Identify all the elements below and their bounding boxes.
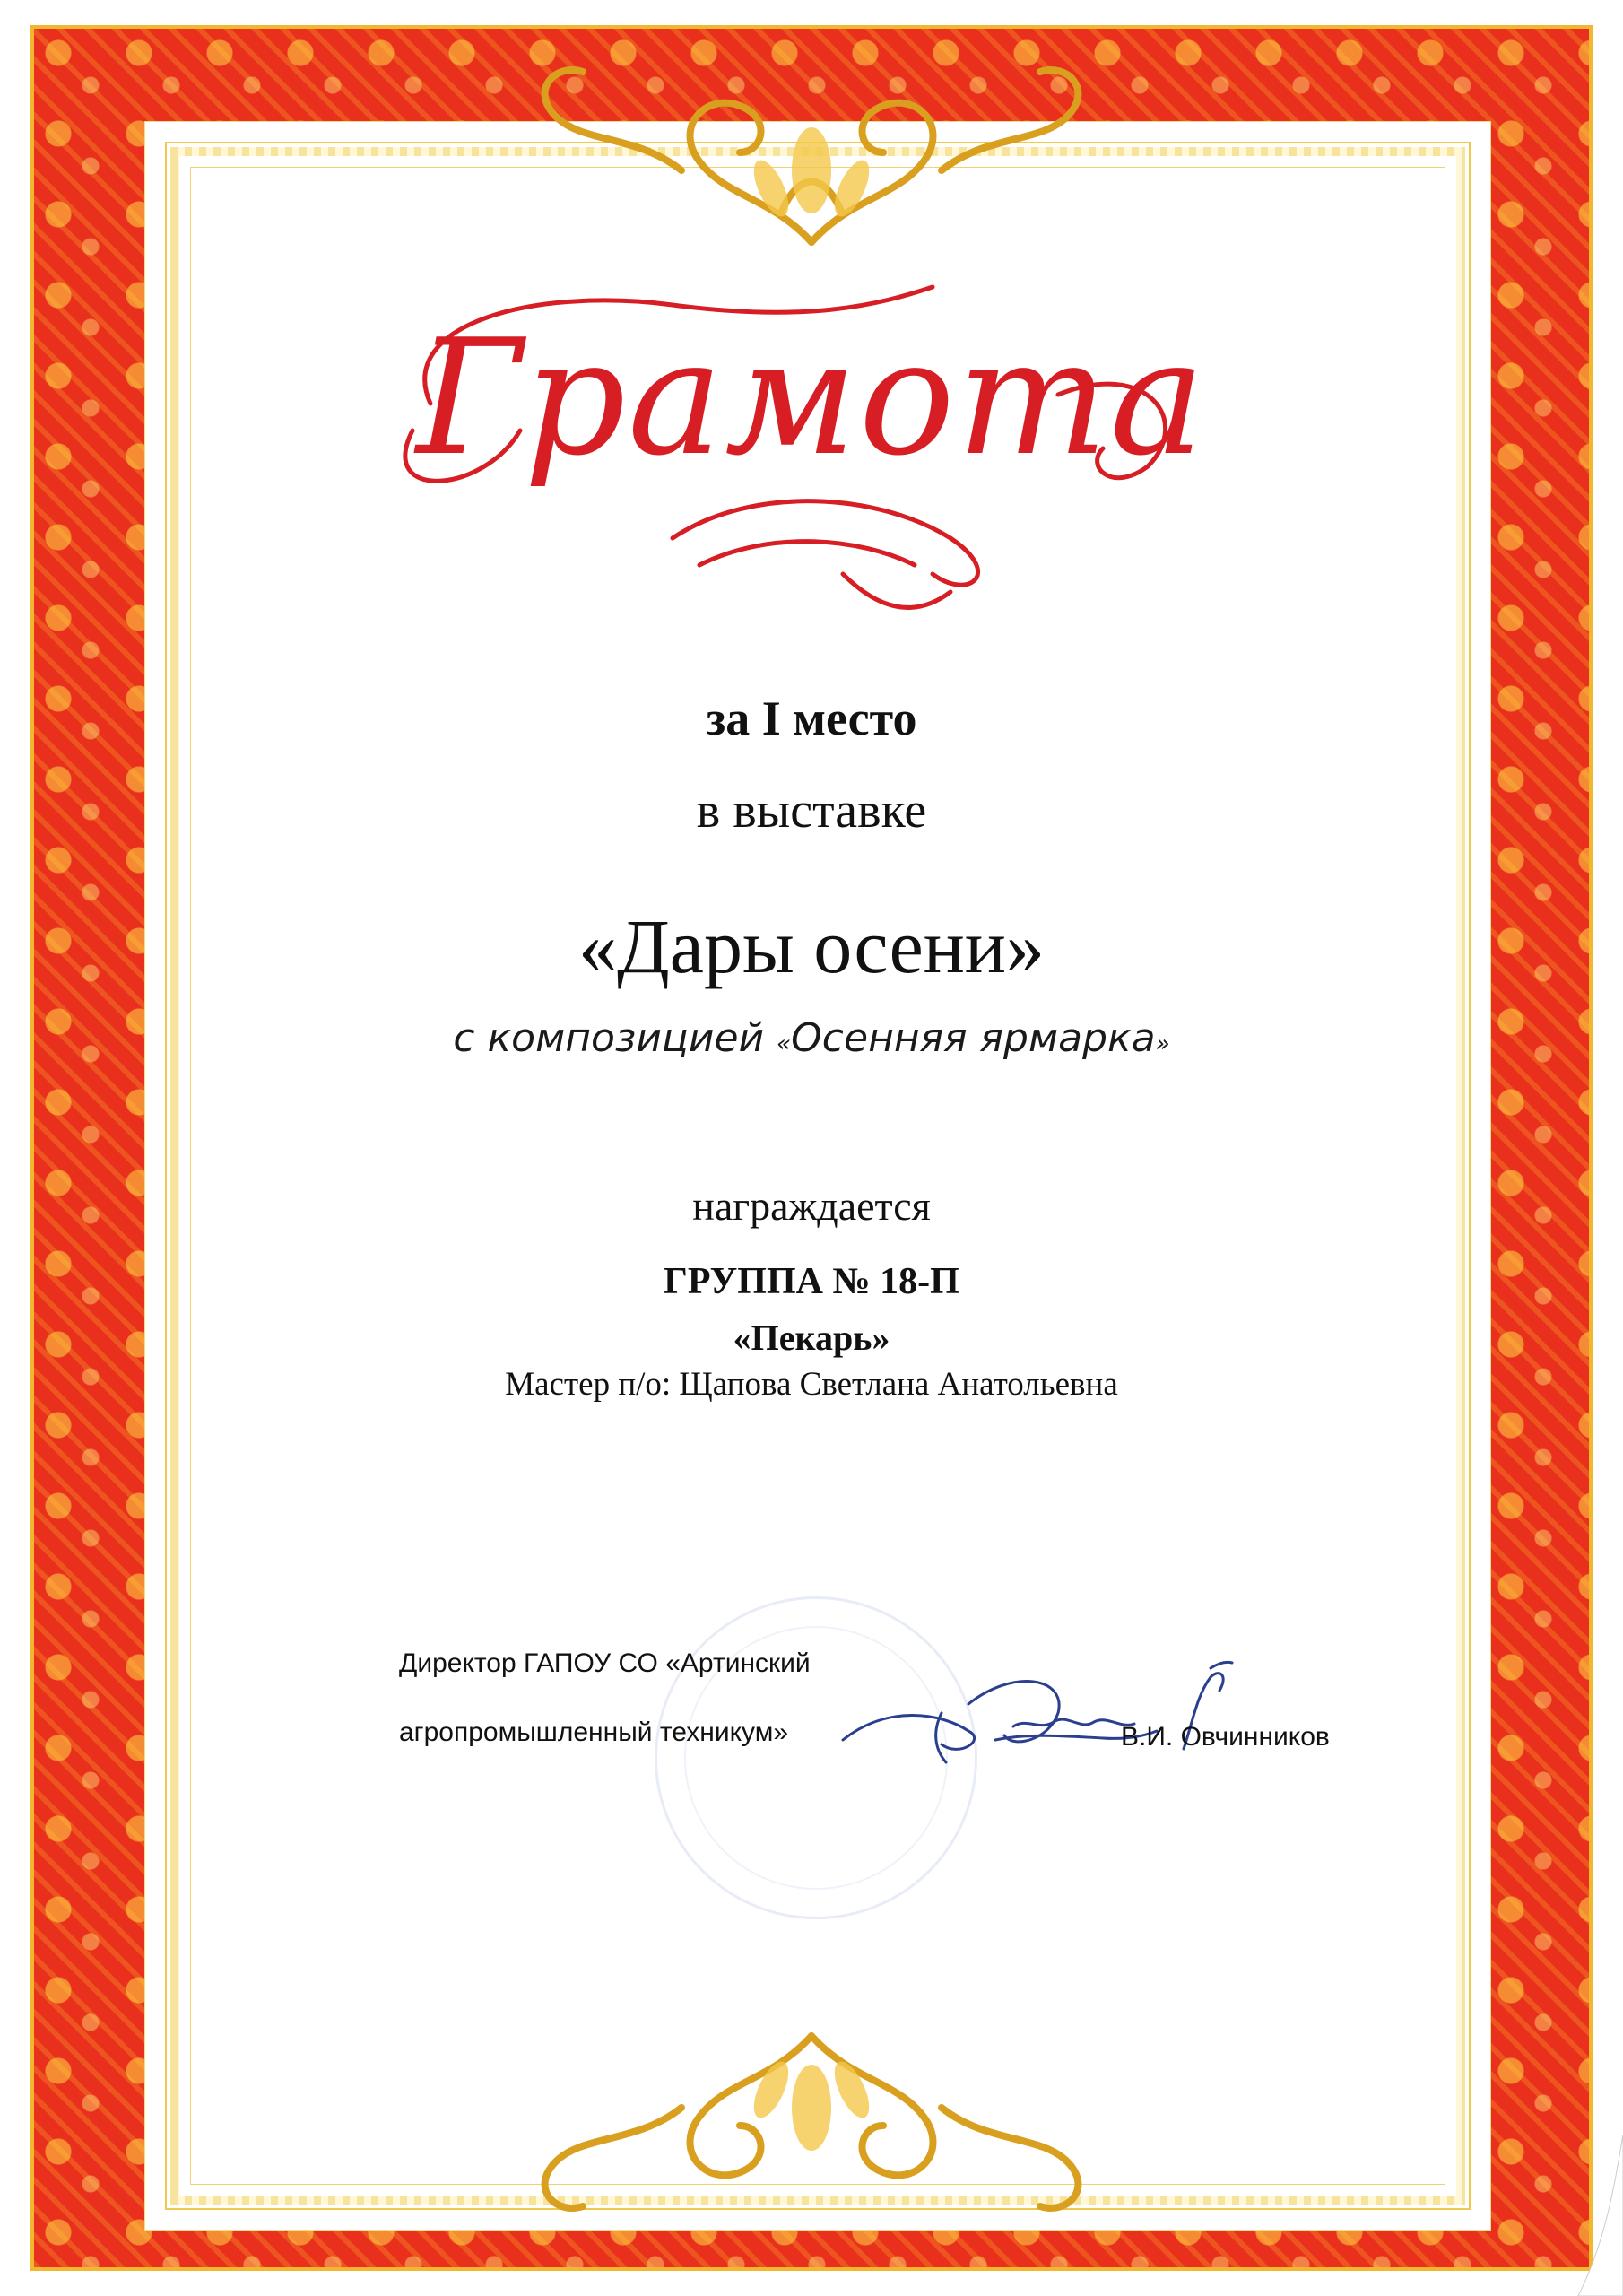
awarded-label: награждается (692, 1183, 931, 1229)
profession-name: «Пекарь» (733, 1318, 890, 1358)
bottom-gold-ornament (502, 2018, 1121, 2215)
composition-line (0, 1015, 1623, 1061)
director-name: В.И. Овчинников (1121, 1722, 1330, 1752)
composition-name: Осенняя ярмарка (791, 1015, 1156, 1061)
place-line: за I место (706, 691, 917, 745)
handwritten-signature (834, 1650, 1246, 1785)
master-name: Мастер п/о: Щапова Светлана Анатольевна (505, 1366, 1118, 1403)
director-title-line2: агропромышленный техникум» (399, 1718, 789, 1747)
director-title-line1: Директор ГАПОУ СО «Артинский (399, 1648, 811, 1678)
page-curl (1542, 2135, 1623, 2296)
composition-quote-close: » (1155, 1031, 1170, 1057)
group-name: ГРУППА № 18-П (664, 1261, 959, 1302)
composition-prefix: с композицией (453, 1015, 777, 1061)
top-gold-ornament (502, 63, 1121, 260)
composition-quote-open: « (777, 1031, 792, 1057)
event-prefix: в выставке (696, 783, 927, 839)
event-name: «Дары осени» (578, 903, 1045, 989)
certificate-title: Грамота (416, 305, 1207, 491)
